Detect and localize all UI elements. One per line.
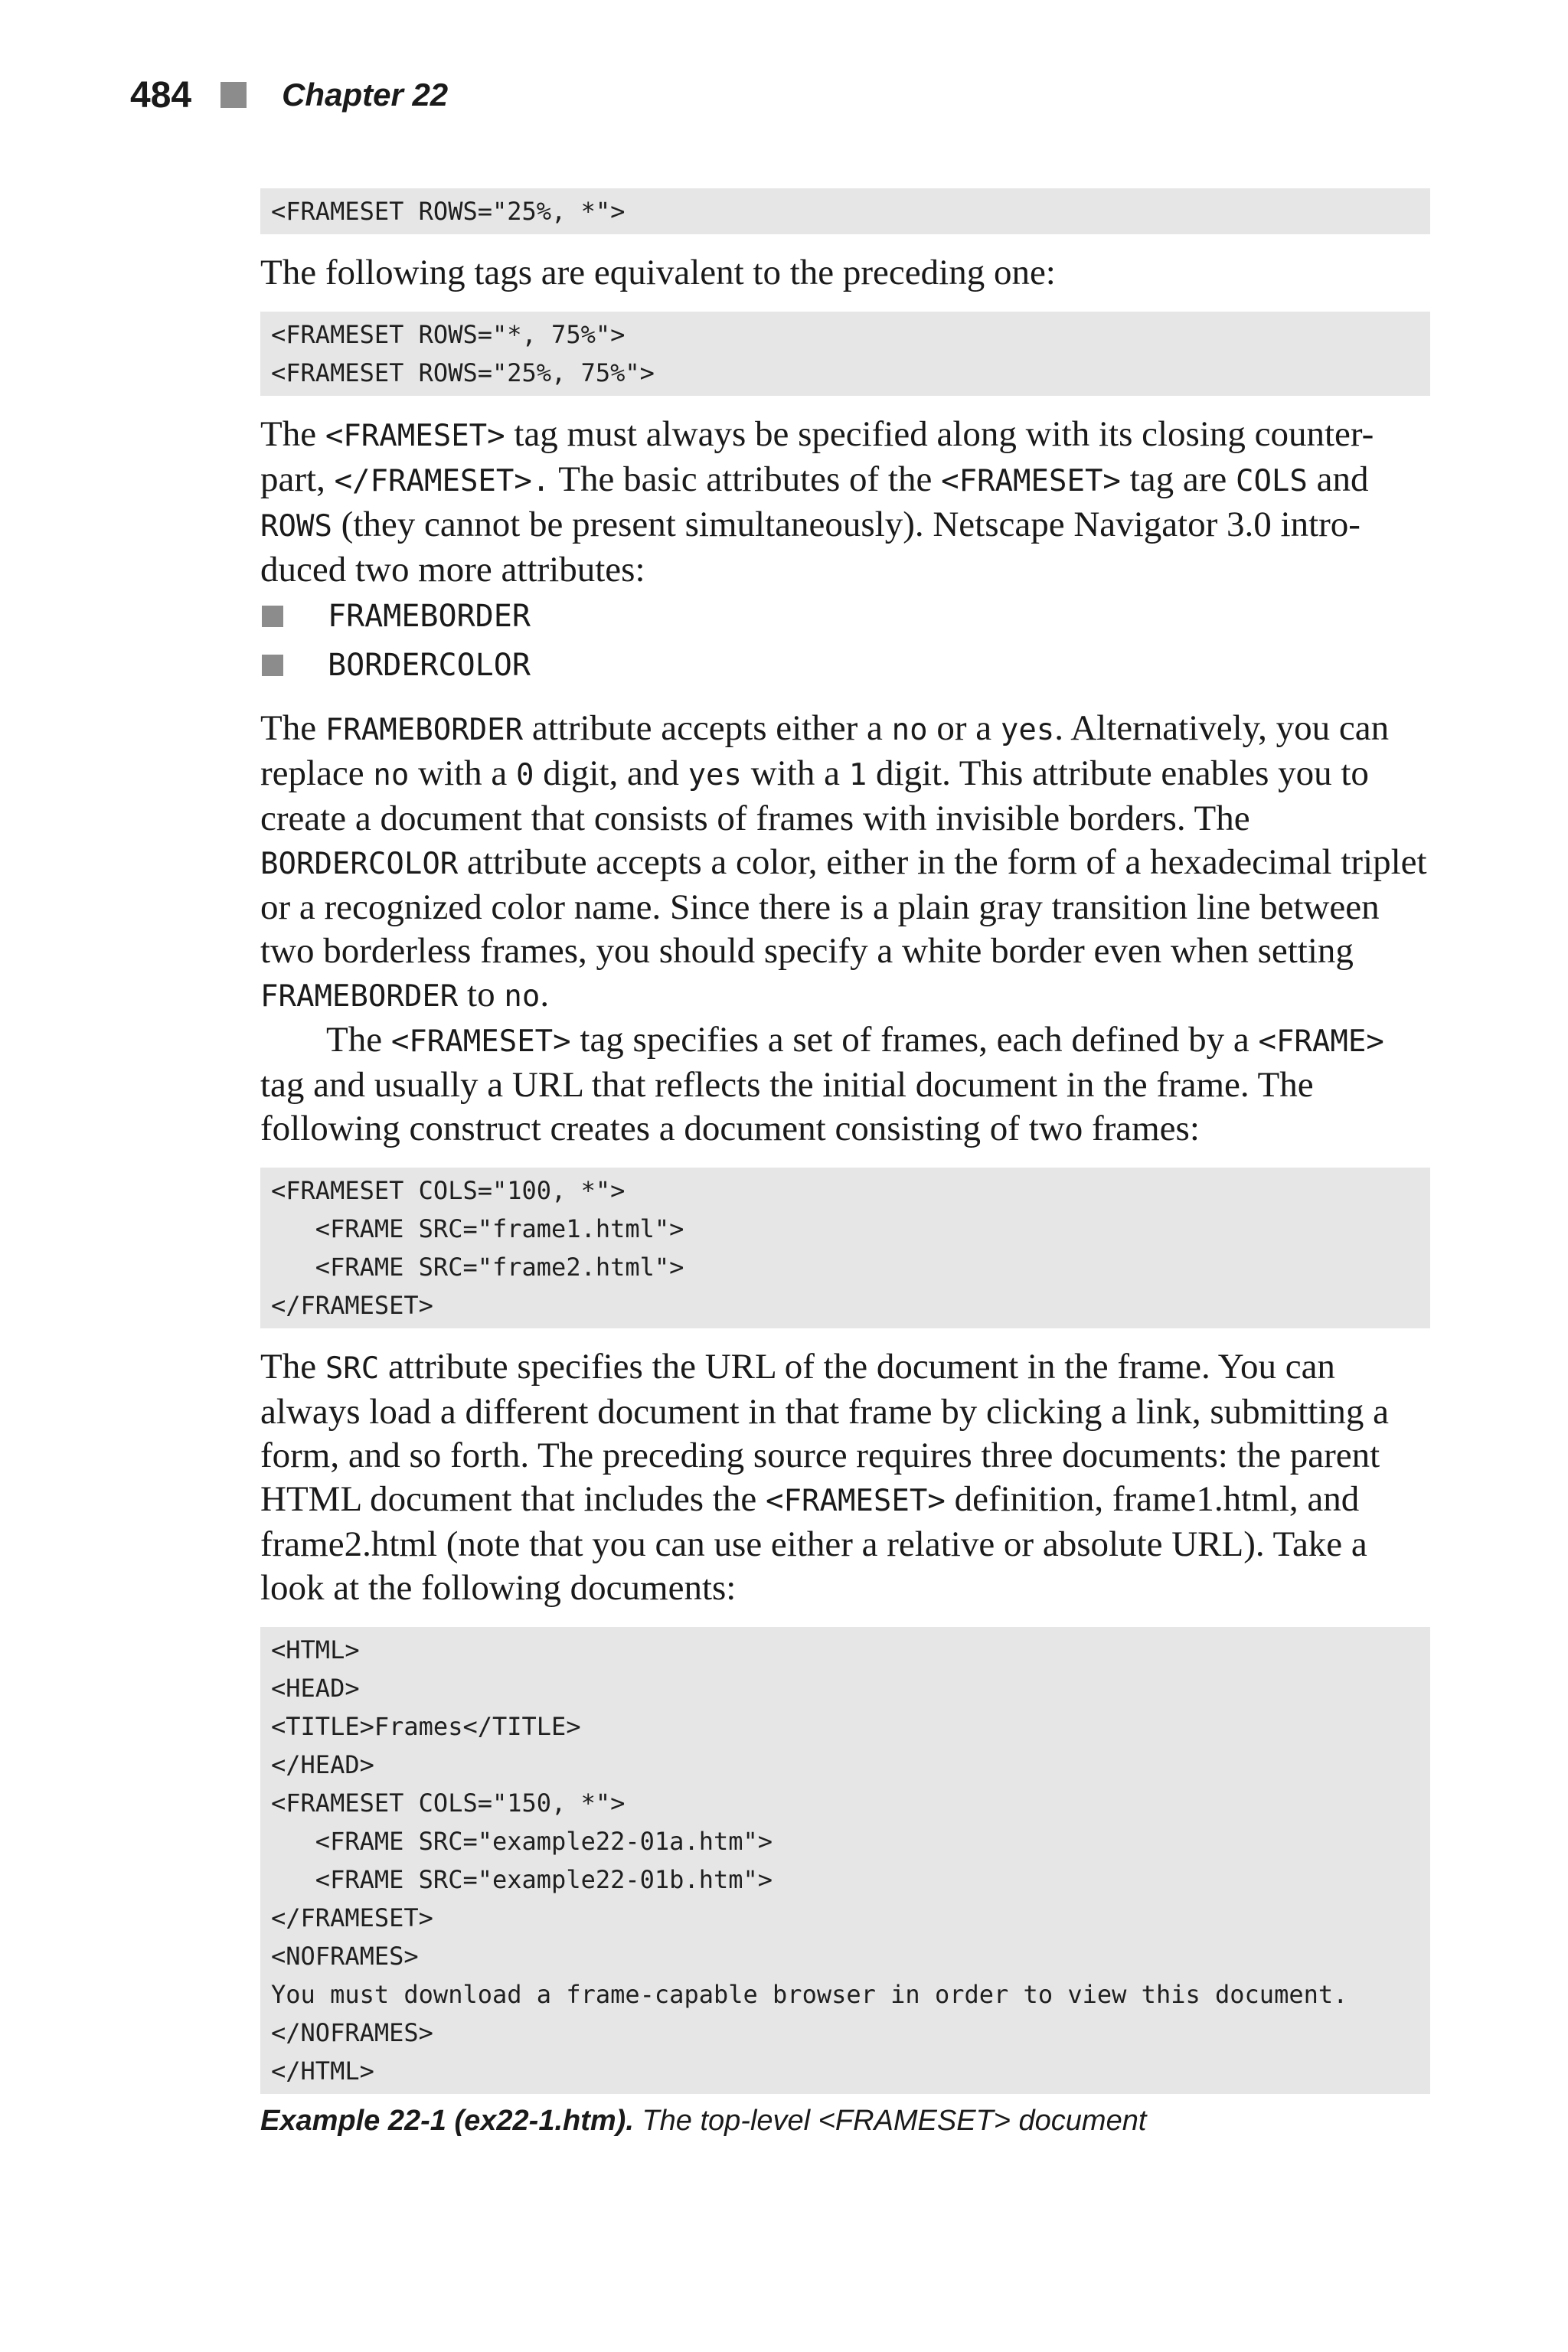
list-item-label: FRAMEBORDER bbox=[328, 599, 531, 634]
code-block-example: <HTML> <HEAD> <TITLE>Frames</TITLE> </HEAD> <FRAMESET COLS="150, *"> <FRAME SRC="example22-01a.htm"> <FRAME SRC="example22-01b.htm"> </FRAMESET> <NOFRAMES> You must download a frame-capable browser in order to view this document. </NOFRAMES> </HTML> bbox=[260, 1627, 1430, 2094]
list-item-label: BORDERCOLOR bbox=[328, 648, 531, 683]
paragraph-src-attribute: The SRC attribute specifies the URL of the document in the frame. You can always load a different document in that frame by clicking a link, submitting a form, and so forth. The preceding source requires three documents: the parent HTML document that includes the <FRAMESET> definition, frame1.html, and frame2.html (note that you can use either a relative or absolute URL). Take a look at the following documents: bbox=[260, 1347, 1390, 1608]
paragraph-frameset-frames: The <FRAMESET> tag specifies a set of frames, each defined by a <FRAME> tag and usually a URL that reflects the initial document in the frame. The following construct creates a document consisting of two frames: bbox=[260, 1020, 1384, 1148]
page-body bbox=[260, 188, 1430, 2138]
example-caption bbox=[260, 2105, 1430, 2138]
code-block-3: <FRAMESET COLS="100, *"> <FRAME SRC="frame1.html"> <FRAME SRC="frame2.html"> </FRAMESET> bbox=[260, 1168, 1430, 1328]
bullet-square-icon bbox=[262, 655, 283, 676]
caption-text: The top-level <FRAMESET> document bbox=[633, 2105, 1147, 2137]
caption-label: Example 22-1 (ex22-1.htm). bbox=[260, 2105, 634, 2137]
list-item bbox=[260, 641, 1430, 690]
code-block-2: <FRAMESET ROWS="*, 75%"> <FRAMESET ROWS="25%, 75%"> bbox=[260, 312, 1430, 396]
running-header bbox=[130, 72, 448, 118]
chapter-title: Chapter 22 bbox=[282, 77, 449, 113]
paragraph-frameset-attributes: The <FRAMESET> tag must always be specified along with its closing counter-part, </FRAMESET>. The basic attributes of the <FRAMESET> tag are COLS and ROWS (they cannot be present simultaneously). Netscape Navigator 3.0 intro-duced two more attributes: bbox=[260, 414, 1374, 590]
paragraph-frameborder: The FRAMEBORDER attribute accepts either a no or a yes. Alternatively, you can replace no with a 0 digit, and yes with a 1 digit. This attribute enables you to create a document that consists of frames with invisible borders. The BORDERCOLOR attribute accepts a color, either in the form of a hexadecimal triplet or a recognized color name. Since there is a plain gray transition line between two borderless frames, you should specify a white border even when setting FRAMEBORDER to no. bbox=[260, 708, 1427, 1014]
header-square-icon bbox=[220, 82, 247, 108]
paragraph-equivalent-tags: The following tags are equivalent to the preceding one: bbox=[260, 253, 1056, 292]
page-number: 484 bbox=[130, 74, 192, 116]
bullet-square-icon bbox=[262, 606, 283, 627]
list-item bbox=[260, 592, 1430, 641]
code-block-1: <FRAMESET ROWS="25%, *"> bbox=[260, 188, 1430, 234]
